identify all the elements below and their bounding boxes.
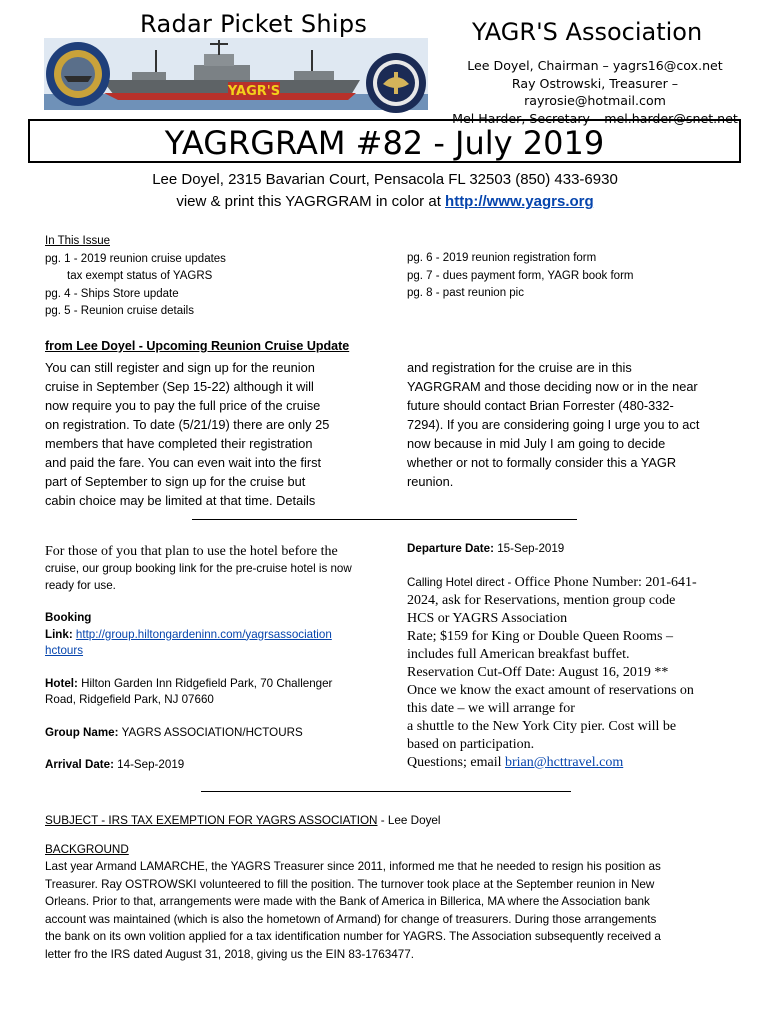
tax-section [45,812,735,963]
update-line: and paid the fare. You can even wait into the first [45,455,322,470]
arrival-label: Arrival Date: [45,758,118,771]
calling-line: a shuttle to the New York City pier. Cost will be [407,718,677,734]
newsletter-title: YAGRGRAM #82 - July 2019 [164,124,605,162]
issue-item: pg. 8 - past reunion pic [407,287,524,299]
update-line: You can still register and sign up for the reunion [45,360,315,375]
booking-label: Booking [45,611,92,624]
calling-line: Reservation Cut-Off Date: August 16, 2019 ** [407,664,669,680]
update-line: cruise in September (Sep 15-22) although it will [45,379,314,394]
in-this-issue-right [407,250,633,303]
website-prefix: view & print this YAGRGRAM in color at [176,193,446,210]
tax-paragraph-line: Treasurer. Ray OSTROWSKI volunteered to fill the position. The turnover took place at the September reunion in New [45,877,655,891]
update-right-column [407,358,729,491]
arrival-date [45,757,365,774]
update-line: part of September to sign up for the cruise but [45,474,306,489]
issue-item: pg. 1 - 2019 reunion cruise updates [45,252,226,265]
update-heading: from Lee Doyel - Upcoming Reunion Cruise Update [45,339,350,353]
calling-line: HCS or YAGRS Association [407,610,568,626]
officer-contacts [445,57,745,127]
hotel-right-column [407,541,727,772]
update-line: future should contact Brian Forrester (480-332- [407,398,674,413]
booking-link[interactable]: http://group.hiltongardeninn.com/yagrsassociation [75,627,332,641]
group-label: Group Name: [45,725,122,739]
website-line [0,193,770,210]
background-heading: BACKGROUND [45,842,129,856]
hotel-value: Hilton Garden Inn Ridgefield Park, 70 Challenger Road, Ridgefield Park, NJ 07660 [45,676,333,706]
newsletter-banner [28,119,741,163]
hotel-label: Hotel: [45,676,82,690]
tax-paragraph-line: the bank on its own volition applied for a tax identification number for YAGRS. The Association subsequently received a [45,930,661,943]
tax-paragraph-line: Last year Armand LAMARCHE, the YAGRS Treasurer since 2011, informed me that he needed to resign his position as [45,860,661,873]
update-left-column [45,358,375,510]
booking-link-label: Link: [45,627,76,641]
calling-line: 2024, ask for Reservations, mention group code [407,592,676,608]
update-line: whether or not to formally consider this a YAGR [407,455,677,470]
tax-subject-author: - Lee Doyel [377,814,441,827]
arrival-value: 14-Sep-2019 [117,758,185,771]
update-line: now because in mid July I am going to decide [407,436,666,451]
update-line: reunion. [407,474,454,489]
tax-subject [45,812,735,830]
update-line: on registration. To date (5/21/19) there are only 25 [45,417,330,432]
departure-label: Departure Date: [407,542,498,555]
editor-address: Lee Doyel, 2315 Bavarian Court, Pensacola FL 32503 (850) 433-6930 [152,171,618,188]
update-line: YAGRGRAM and those deciding now or in the near [407,379,698,394]
website-link[interactable]: http://www.yagrs.org [445,193,594,210]
calling-line: Rate; $159 for King or Double Queen Rooms – [407,628,673,644]
departure-date [407,541,727,558]
update-line: 7294). If you are considering going I urge you to act [407,417,700,432]
booking-link-row [45,627,365,660]
section-divider [192,519,577,520]
questions-email-link[interactable]: brian@hcttravel.com [505,754,624,770]
update-line: cabin choice may be limited at that time. Details [45,493,316,508]
booking-link-cont[interactable]: hctours [45,644,84,657]
calling-line: this date – we will arrange for [407,700,575,716]
contact-secretary: Mel Harder, Secretary – mel.harder@snet.net [452,110,738,126]
group-value: YAGRS ASSOCIATION/HCTOURS [121,725,303,739]
questions-line [407,754,727,772]
update-line: and registration for the cruise are in this [407,360,632,375]
issue-item: pg. 7 - dues payment form, YAGR book form [407,269,634,282]
calling-line: includes full American breakfast buffet. [407,646,630,662]
issue-item: pg. 5 - Reunion cruise details [45,305,194,317]
in-this-issue-heading: In This Issue [45,235,110,247]
hotel-left-column [45,543,365,774]
calling-line: based on participation. [407,736,535,752]
hotel-intro-rest: cruise, our group booking link for the pre-cruise hotel is now ready for use. [45,562,352,592]
calling-prefix: Calling Hotel direct - [407,575,515,589]
calling-first-line [407,574,727,592]
tax-paragraph-line: Orleans. Prior to that, arrangements were made with the Bank of America in Billerica, MA where the Association bank [45,895,650,908]
header-right-title: YAGR'S Association [472,18,703,46]
departure-value: 15-Sep-2019 [497,542,565,555]
issue-item: pg. 4 - Ships Store update [45,287,179,300]
calling-first-text: Office Phone Number: 201-641- [514,574,697,590]
contact-chairman: Lee Doyel, Chairman – yagrs16@cox.net [467,58,723,73]
calling-line: Once we know the exact amount of reservations on [407,682,694,698]
contact-treasurer: Ray Ostrowski, Treasurer – rayrosie@hotmail.com [511,75,679,108]
questions-prefix: Questions; email [407,754,505,770]
section-divider [201,791,571,792]
navy-seal-icon [365,52,427,114]
tax-paragraph-line: account was maintained (which is also the hometown of Armand) for change of treasurers. During those arrangements [45,912,657,926]
update-line: members that have completed their registration [45,436,313,451]
group-name [45,725,365,742]
issue-item: tax exempt status of YAGRS [67,270,213,282]
in-this-issue-left [45,233,226,321]
tax-paragraph-line: letter fro the IRS dated August 31, 2018, giving us the EIN 83-1763477. [45,947,415,961]
header-left-title: Radar Picket Ships [140,10,368,38]
tax-subject-title: SUBJECT - IRS TAX EXEMPTION FOR YAGRS ASSOCIATION [45,814,378,827]
hotel-intro-serif: For those of you that plan to use the hotel before the [45,544,338,559]
calling-instructions [407,574,727,772]
hotel-address [45,676,365,709]
update-line: now require you to pay the full price of the cruise [45,398,321,413]
issue-item: pg. 6 - 2019 reunion registration form [407,252,597,264]
ship-logo-text: YAGR'S [227,84,281,99]
